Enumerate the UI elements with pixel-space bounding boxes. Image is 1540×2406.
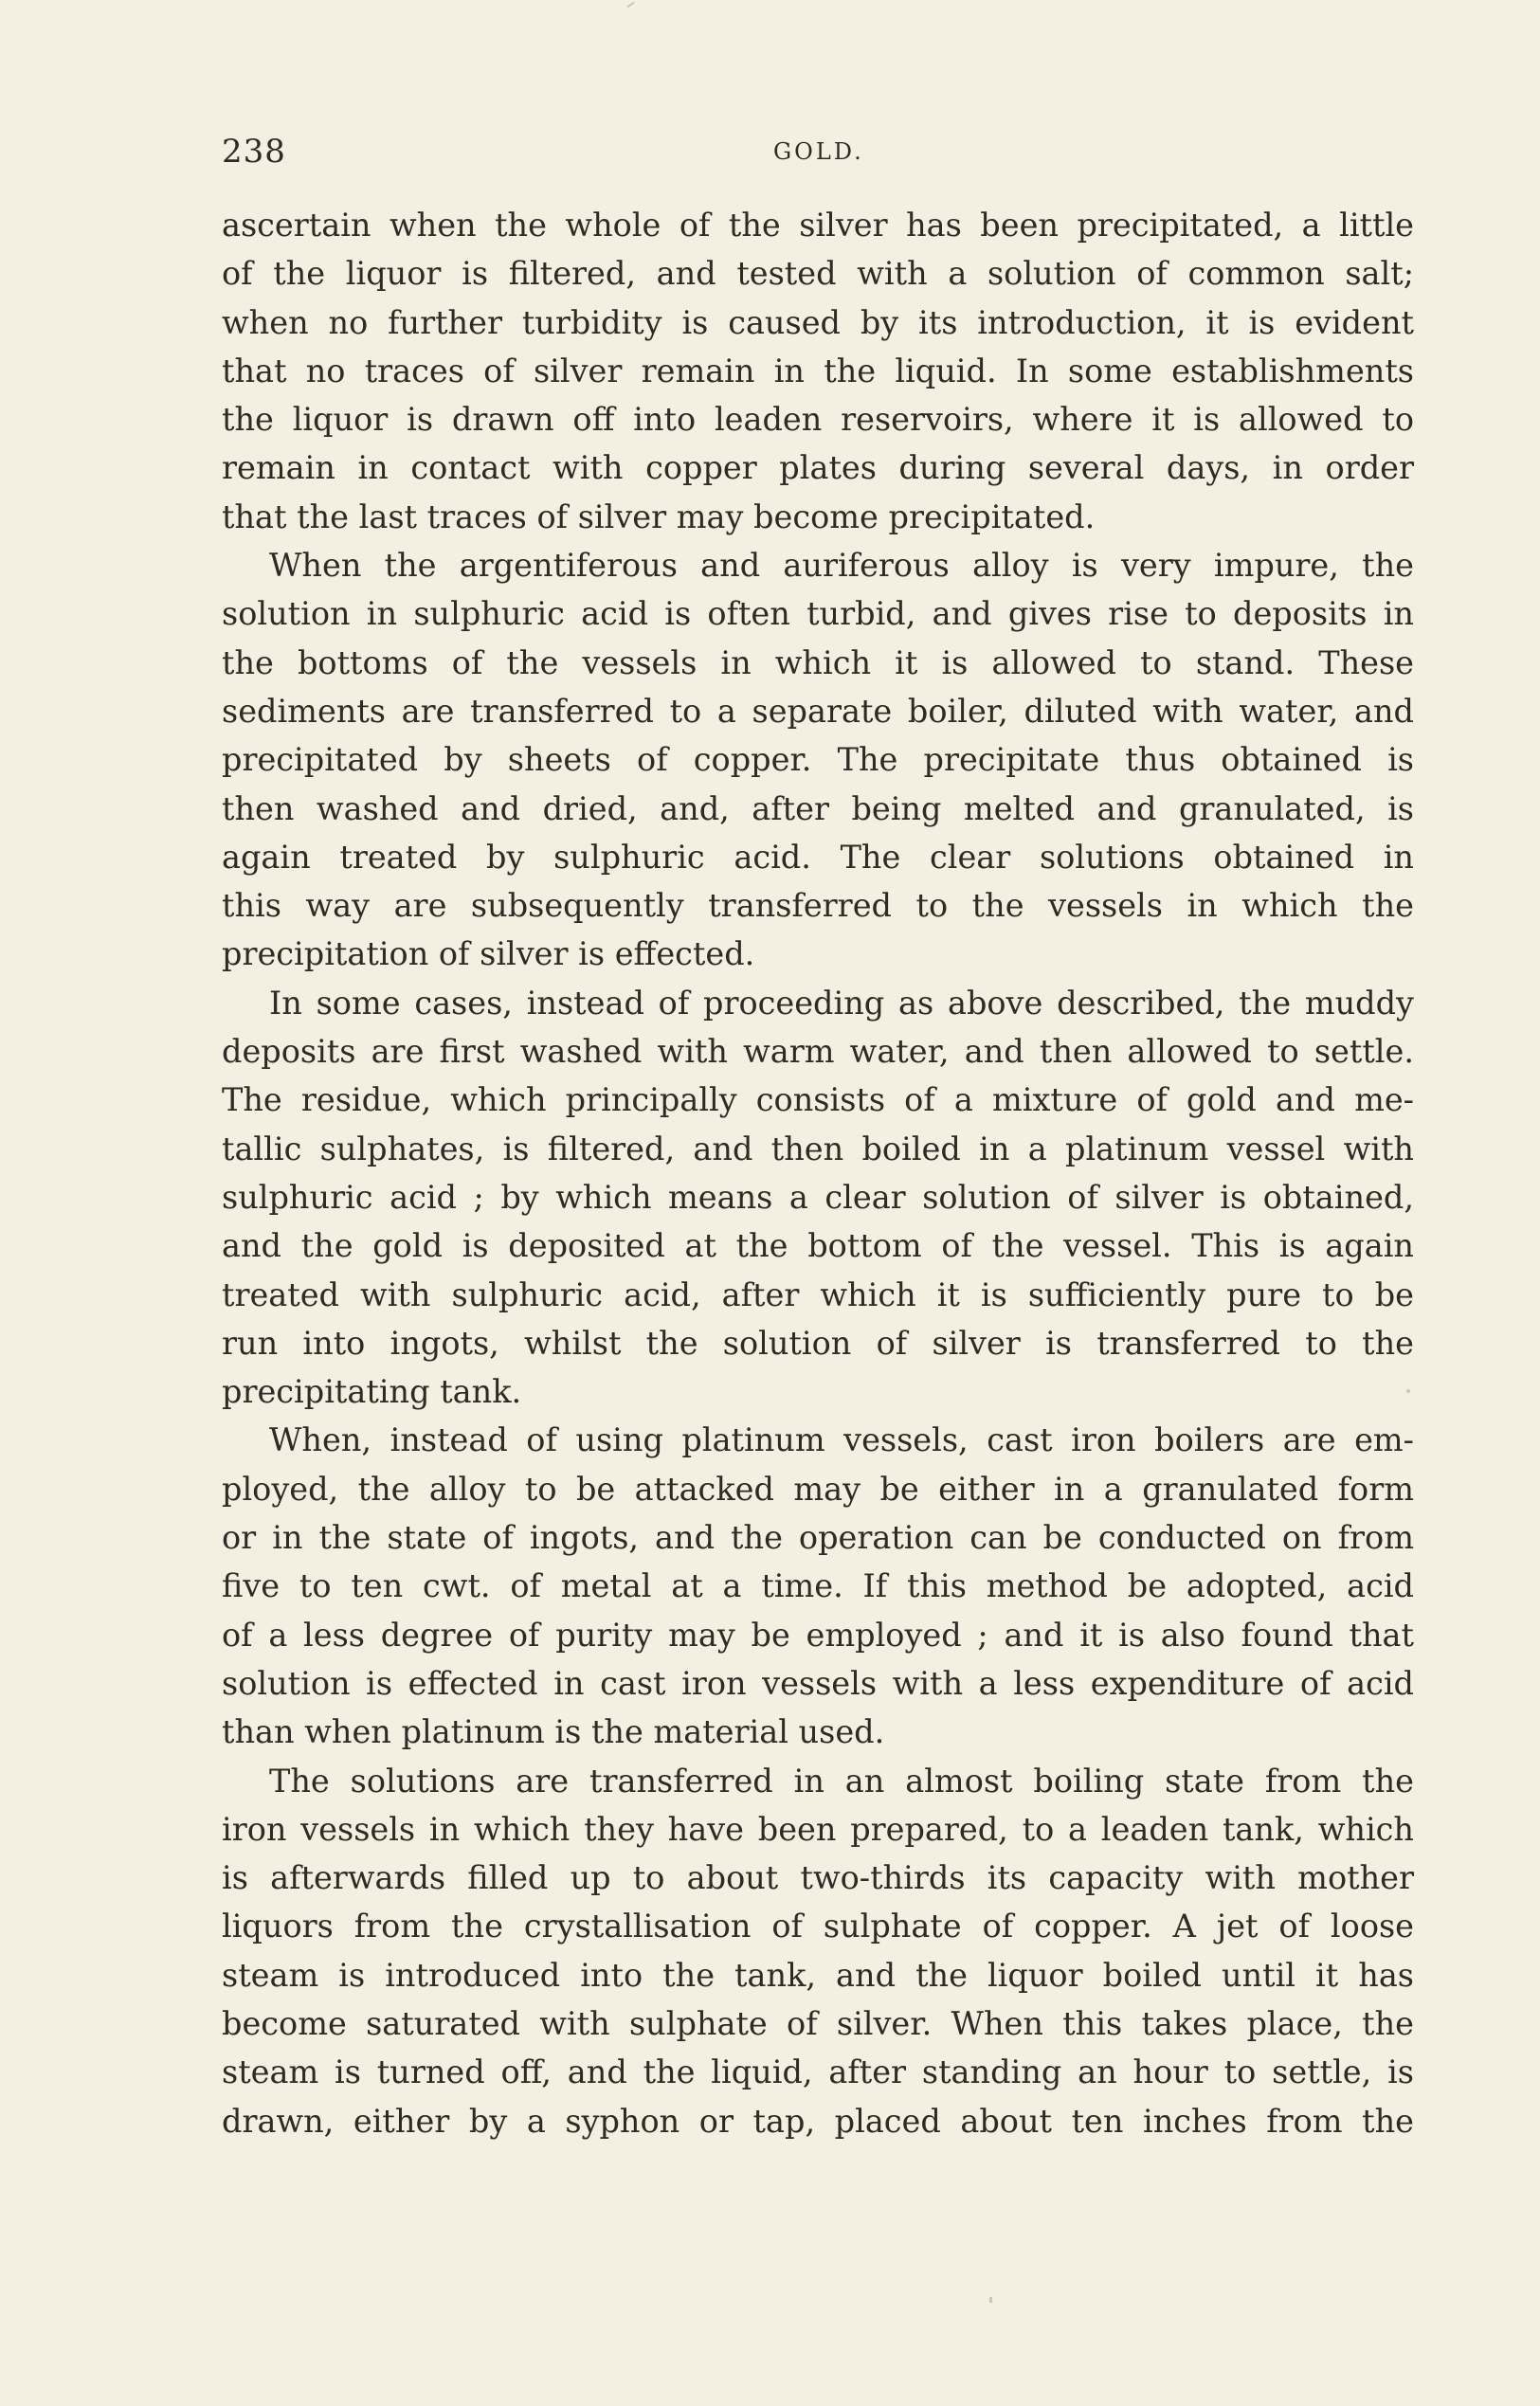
page-number: 238 [222, 133, 286, 171]
text-line: sediments are transferred to a separate boiler, diluted with water, and [222, 692, 1414, 730]
text-line: of a less degree of purity may be employed ; and it is also found that [222, 1616, 1414, 1654]
text-line: solution is effected in cast iron vessels with a less expenditure of acid [222, 1664, 1414, 1702]
text-line: steam is turned off, and the liquid, after standing an hour to settle, is [222, 2053, 1414, 2091]
text-line: The solutions are transferred in an almost boiling state from the [269, 1762, 1414, 1800]
text-line: When, instead of using platinum vessels, cast iron boilers are em- [269, 1421, 1414, 1459]
text-line: steam is introduced into the tank, and the liquor boiled until it has [222, 1956, 1414, 1994]
text-line: iron vessels in which they have been prepared, to a leaden tank, which [222, 1810, 1414, 1848]
running-title: GOLD. [773, 138, 864, 165]
text-line: deposits are first washed with warm water, and then allowed to settle. [222, 1033, 1414, 1071]
text-line: of the liquor is filtered, and tested with a solution of common salt; [222, 255, 1414, 293]
ink-speck [989, 2297, 992, 2303]
text-line: run into ingots, whilst the solution of silver is transferred to the [222, 1324, 1414, 1362]
text-line: ployed, the alloy to be attacked may be either in a granulated form [222, 1470, 1414, 1508]
ink-speck [626, 2, 635, 9]
text-line: and the gold is deposited at the bottom of the vessel. This is again [222, 1227, 1414, 1265]
text-line: precipitation of silver is effected. [222, 935, 755, 973]
text-line: five to ten cwt. of metal at a time. If this method be adopted, acid [222, 1567, 1414, 1605]
text-line: the bottoms of the vessels in which it is allowed to stand. These [222, 643, 1414, 681]
text-line: than when platinum is the material used. [222, 1713, 885, 1751]
text-line: that the last traces of silver may become precipitated. [222, 497, 1096, 535]
text-line: this way are subsequently transferred to the vessels in which the [222, 887, 1414, 925]
text-line: the liquor is drawn off into leaden reservoirs, where it is allowed to [222, 401, 1414, 439]
text-line: solution in sulphuric acid is often turbid, and gives rise to deposits in [222, 595, 1414, 633]
text-line: liquors from the crystallisation of sulphate of copper. A jet of loose [222, 1908, 1414, 1945]
text-line: that no traces of silver remain in the liquid. In some establishments [222, 352, 1414, 389]
text-line: is afterwards filled up to about two-thirds its capacity with mother [222, 1859, 1414, 1897]
text-line: When the argentiferous and auriferous alloy is very impure, the [269, 547, 1414, 585]
text-line: precipitated by sheets of copper. The precipitate thus obtained is [222, 741, 1414, 779]
text-line: drawn, either by a syphon or tap, placed about ten inches from the [222, 2102, 1414, 2140]
text-line: sulphuric acid ; by which means a clear solution of silver is obtained, [222, 1178, 1414, 1216]
text-line: then washed and dried, and, after being melted and granulated, is [222, 789, 1414, 827]
text-line: tallic sulphates, is filtered, and then boiled in a platinum vessel with [222, 1130, 1414, 1167]
text-line: or in the state of ingots, and the operation can be conducted on from [222, 1519, 1414, 1557]
text-line: precipitating tank. [222, 1373, 522, 1411]
text-line: remain in contact with copper plates during several days, in order [222, 449, 1414, 487]
text-line: when no further turbidity is caused by its introduction, it is evident [222, 303, 1414, 341]
text-line: ascertain when the whole of the silver has been precipitated, a little [222, 207, 1414, 244]
text-line: In some cases, instead of proceeding as above described, the muddy [269, 984, 1414, 1022]
text-line: become saturated with sulphate of silver. When this takes place, the [222, 2004, 1414, 2042]
text-line: treated with sulphuric acid, after which it is sufficiently pure to be [222, 1275, 1414, 1313]
text-line: The residue, which principally consists of a mixture of gold and me- [222, 1081, 1414, 1119]
running-head [222, 133, 1414, 171]
body-text [222, 201, 1414, 2145]
text-line: again treated by sulphuric acid. The clear solutions obtained in [222, 838, 1414, 876]
